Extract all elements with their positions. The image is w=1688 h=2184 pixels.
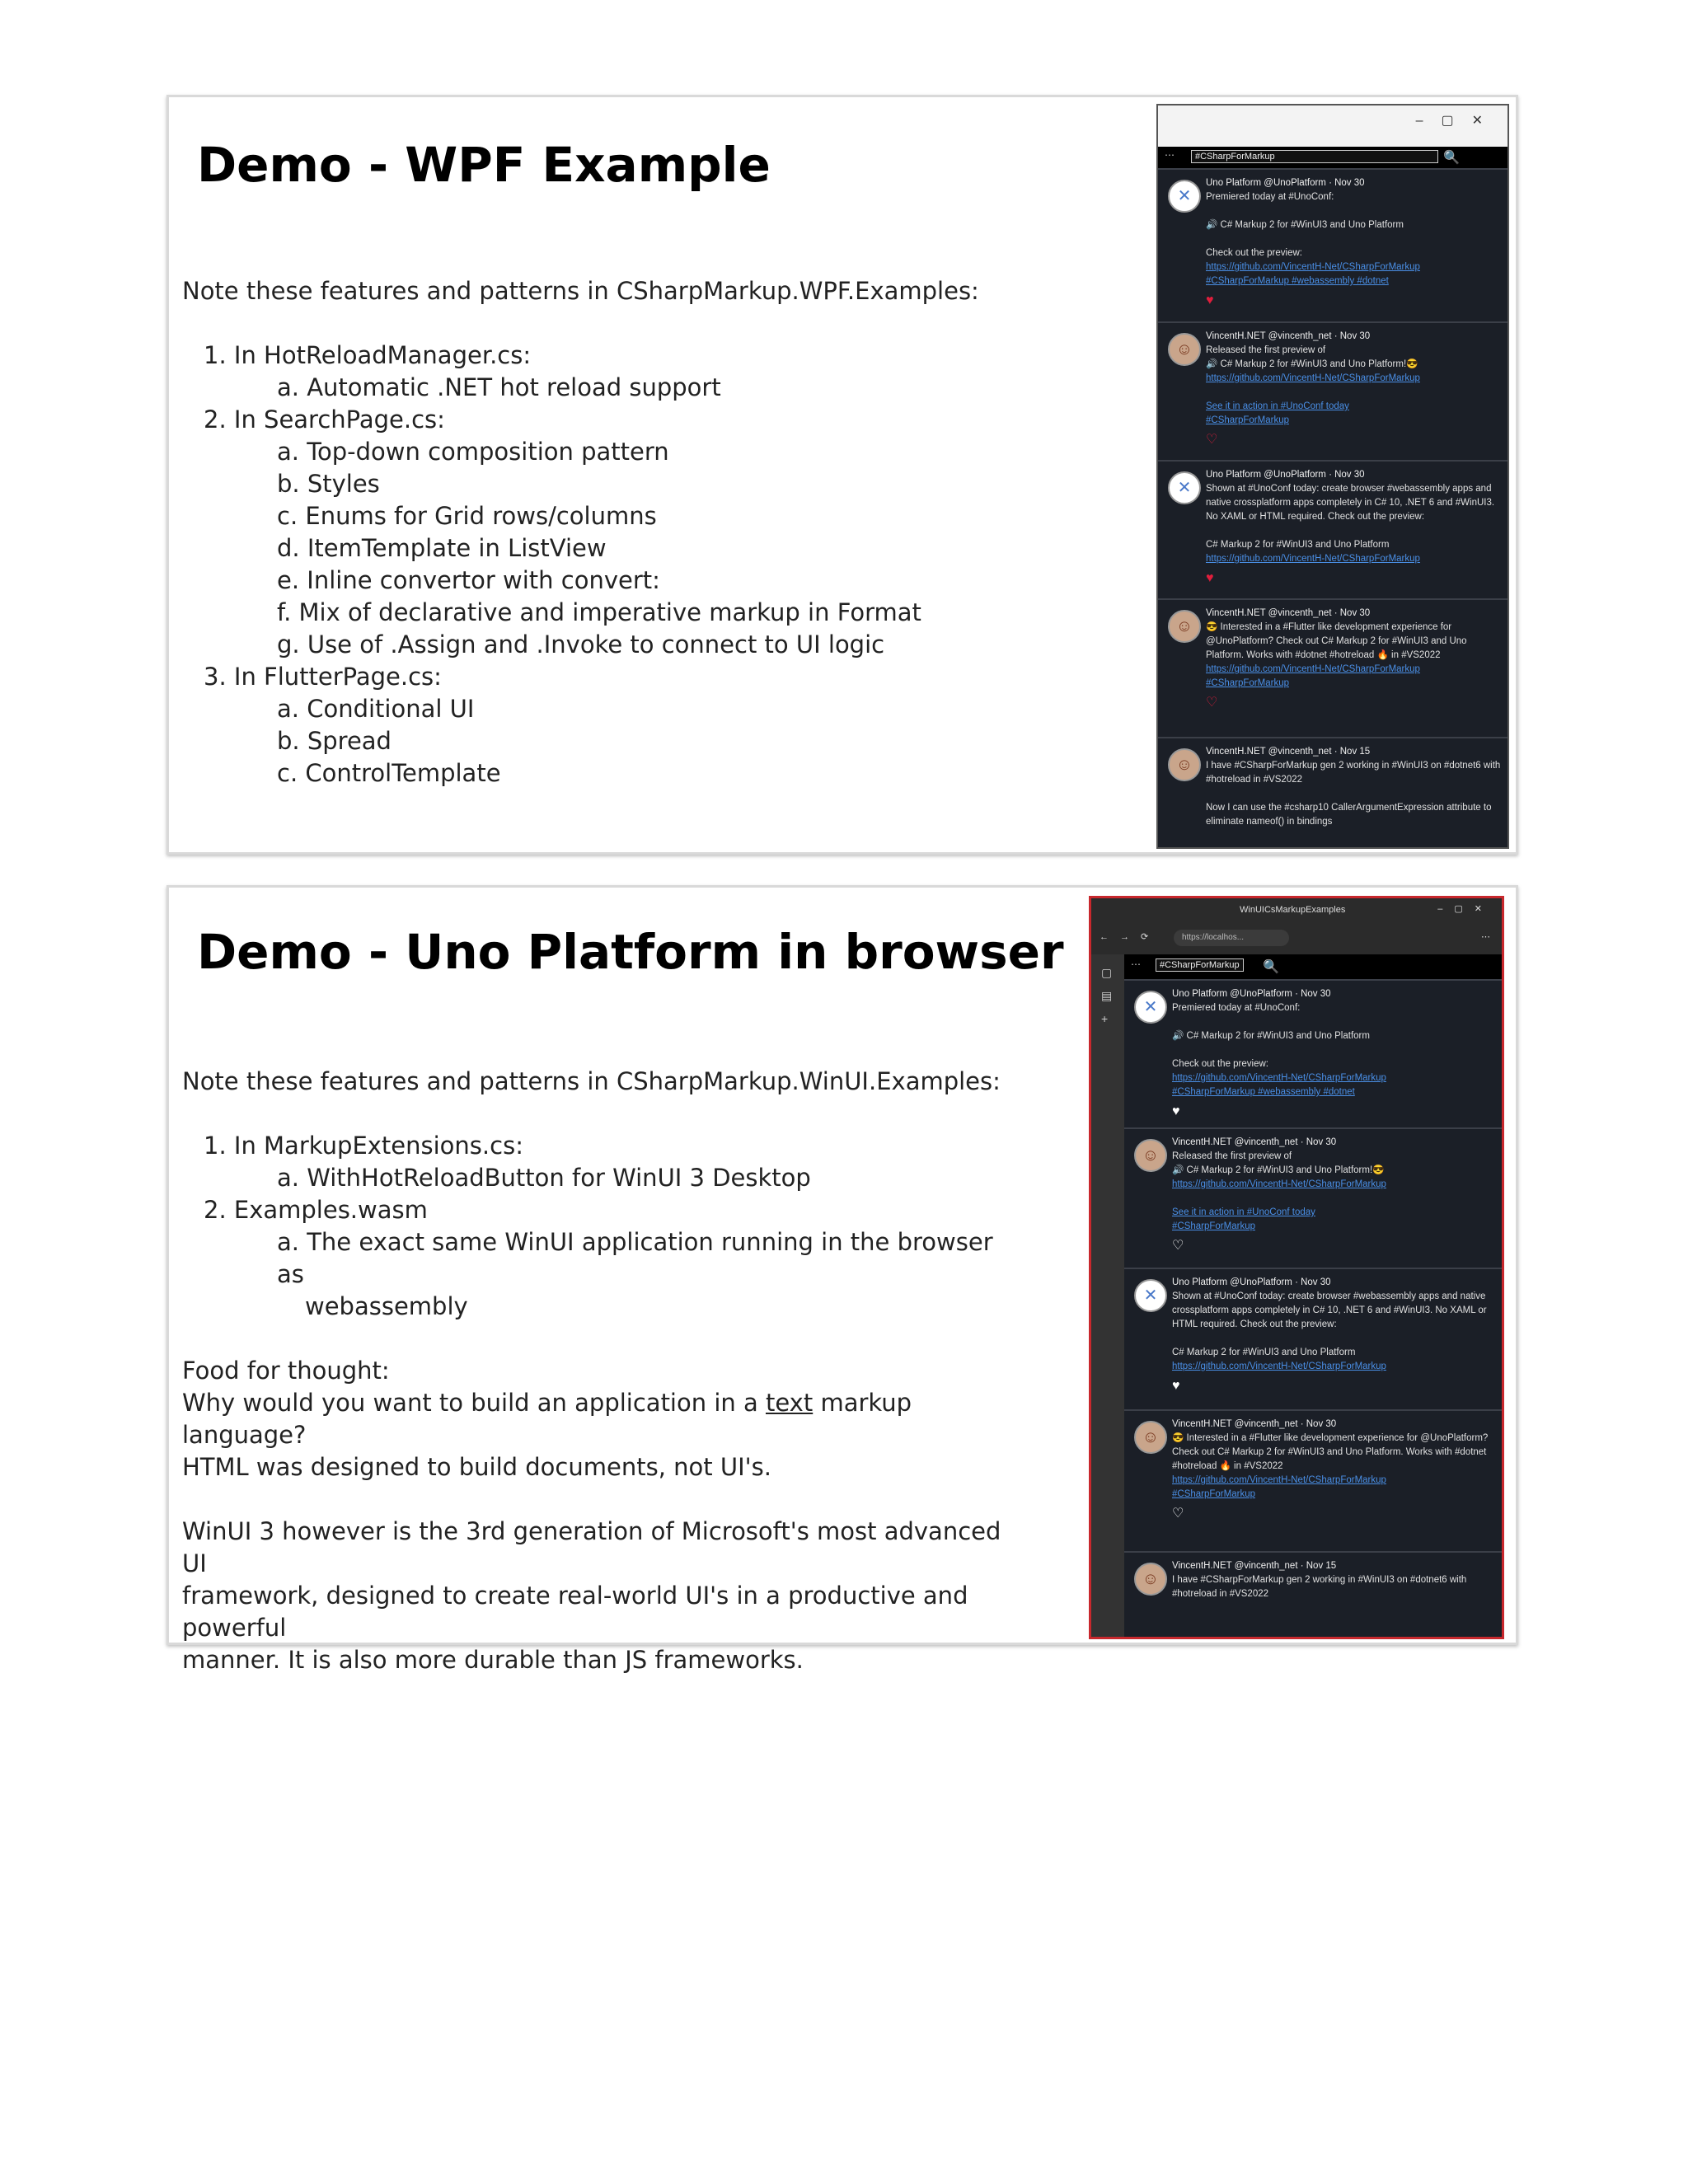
heart-outline-icon[interactable]: ♡ (1206, 696, 1218, 710)
sub-list-item: b. Styles (277, 470, 380, 498)
tweet-text: I have #CSharpForMarkup gen 2 working in #WinUI3 on #dotnet6 with #hotreload in #VS2022 Now I can use the #csharp10 CallerArgumentExpression attribute to eliminate nameof() in bindings (1206, 761, 1501, 827)
person-avatar: ☺ (1168, 748, 1201, 781)
app-content (1124, 954, 1502, 1637)
more-icon[interactable]: ⋯ (1481, 932, 1490, 942)
food-line-2: HTML was designed to build documents, not UI's. (182, 1453, 771, 1481)
browser-app-screenshot (1089, 896, 1504, 1639)
window-title-bar (1158, 105, 1507, 147)
heart-icon[interactable]: ♥ (1206, 293, 1214, 307)
person-avatar: ☺ (1168, 333, 1201, 366)
uno-logo-avatar: ✕ (1168, 471, 1201, 504)
tweet-links[interactable]: https://github.com/VincentH-Net/CSharpForMarkup See it in action in #UnoConf today #CSharpForMarkup (1172, 1179, 1386, 1231)
sub-list-item: a. Automatic .NET hot reload support (277, 373, 721, 401)
tweet-links[interactable]: https://github.com/VincentH-Net/CSharpForMarkup (1172, 1361, 1386, 1371)
paragraph-line: WinUI 3 however is the 3rd generation of Microsoft's most advanced UI (182, 1517, 1001, 1577)
nav-buttons[interactable]: ←→⟳ (1100, 932, 1160, 942)
sub-list-item: f. Mix of declarative and imperative markup in Format (277, 598, 921, 626)
tweet-links[interactable]: https://github.com/VincentH-Net/CSharpForMarkup #CSharpForMarkup #webassembly #dotnet (1206, 262, 1420, 286)
uno-logo-avatar: ✕ (1168, 180, 1201, 213)
sub-list-item: c. ControlTemplate (277, 759, 501, 787)
tweet (1124, 1409, 1502, 1551)
tweet (1124, 1268, 1502, 1409)
tweet-links[interactable]: https://github.com/VincentH-Net/CSharpForMarkup #CSharpForMarkup (1172, 1475, 1386, 1499)
tweet-header: VincentH.NET @vincenth_net · Nov 30 (1206, 331, 1371, 341)
tweet (1124, 1551, 1502, 1639)
tweet-links[interactable]: https://github.com/VincentH-Net/CSharpForMarkup See it in action in #UnoConf today #CSharpForMarkup (1206, 373, 1420, 425)
more-icon[interactable]: ⋯ (1165, 149, 1175, 161)
paragraph-line: manner. It is also more durable than JS frameworks. (182, 1646, 804, 1674)
more-icon[interactable]: ⋯ (1131, 958, 1141, 970)
window-controls[interactable]: –▢✕ (1437, 904, 1493, 914)
address-bar[interactable]: https://localhos... (1174, 930, 1289, 946)
search-icon[interactable]: 🔍 (1263, 960, 1279, 974)
heart-icon[interactable]: ♥ (1172, 1379, 1180, 1393)
tweet-links[interactable]: https://github.com/VincentH-Net/CSharpForMarkup (1206, 554, 1420, 564)
sub-list-item: d. ItemTemplate in ListView (277, 534, 607, 562)
window-title: WinUICsMarkupExamples (1240, 905, 1346, 915)
tweet-text: Shown at #UnoConf today: create browser #webassembly apps and native crossplatform apps completely in C# 10, .NET 6 and #WinUI3. No XAML or HTML required. Check out the preview: C# Markup 2 for #WinUI3 and Uno Platform (1172, 1291, 1487, 1357)
browser-sidebar (1091, 954, 1124, 1637)
search-icon[interactable]: 🔍 (1443, 151, 1460, 165)
sidebar-icons[interactable]: ▢ ▤ + (1101, 966, 1113, 1025)
tweet-text: 😎 Interested in a #Flutter like development experience for @UnoPlatform? Check out C# Markup 2 for #WinUI3 and Uno Platform. Works with #dotnet #hotreload 🔥 in #VS2022 (1206, 622, 1470, 660)
wpf-app-screenshot (1156, 104, 1509, 849)
paragraph-line: framework, designed to create real-world UI's in a productive and powerful (182, 1582, 968, 1642)
tweet-links[interactable]: https://github.com/VincentH-Net/CSharpForMarkup #CSharpForMarkup (1206, 664, 1420, 688)
slide-body (182, 275, 1006, 790)
tweet (1158, 168, 1507, 321)
tweet (1158, 460, 1507, 598)
tweet-text: Released the first preview of 🔊 C# Markup 2 for #WinUI3 and Uno Platform!😎 (1206, 345, 1418, 369)
tweet-header: Uno Platform @UnoPlatform · Nov 30 (1172, 989, 1331, 999)
sub-list-item: a. Top-down composition pattern (277, 438, 669, 466)
heart-icon[interactable]: ♥ (1172, 1104, 1180, 1118)
tweet-text: Shown at #UnoConf today: create browser #webassembly apps and native crossplatform apps completely in C# 10, .NET 6 and #WinUI3. No XAML or HTML required. Check out the preview: C# Markup 2 for #WinUI3 and Uno Platform (1206, 484, 1495, 550)
slide-title: Demo - Uno Platform in browser (197, 924, 1064, 980)
person-avatar: ☺ (1168, 610, 1201, 643)
person-avatar: ☺ (1134, 1563, 1167, 1596)
tweet (1158, 598, 1507, 737)
underlined-word: text (765, 1389, 814, 1417)
browser-title-bar (1091, 898, 1502, 923)
person-avatar: ☺ (1134, 1139, 1167, 1172)
list-item: 3. In FlutterPage.cs: (204, 663, 442, 691)
search-row (1124, 954, 1502, 979)
heart-outline-icon[interactable]: ♡ (1172, 1239, 1184, 1253)
sub-list-item: a. WithHotReloadButton for WinUI 3 Desktop (277, 1164, 811, 1192)
uno-logo-avatar: ✕ (1134, 1279, 1167, 1312)
tweet-header: VincentH.NET @vincenth_net · Nov 15 (1172, 1561, 1337, 1571)
tweet (1158, 321, 1507, 460)
tweet-text: Premiered today at #UnoConf: 🔊 C# Markup 2 for #WinUI3 and Uno Platform Check out the preview: (1206, 192, 1404, 258)
tweet (1124, 1127, 1502, 1268)
heart-icon[interactable]: ♥ (1206, 571, 1214, 585)
heart-outline-icon[interactable]: ♡ (1172, 1507, 1184, 1521)
slide-title: Demo - WPF Example (197, 137, 771, 193)
browser-toolbar (1091, 923, 1502, 954)
sub-list-item: b. Spread (277, 727, 392, 755)
list-item: 1. In MarkupExtensions.cs: (204, 1132, 523, 1160)
food-line-1-post: markup language? (182, 1389, 912, 1449)
tweet-text: Released the first preview of 🔊 C# Markup 2 for #WinUI3 and Uno Platform!😎 (1172, 1151, 1385, 1175)
search-row (1158, 147, 1507, 168)
tweet (1124, 979, 1502, 1127)
list-item: 2. In SearchPage.cs: (204, 405, 445, 434)
intro-text: Note these features and patterns in CSharpMarkup.WinUI.Examples: (182, 1067, 1001, 1095)
window-controls: –▢✕ (1415, 114, 1501, 128)
food-title: Food for thought: (182, 1357, 390, 1385)
slide-wpf-example (166, 95, 1518, 855)
slide-body (182, 1066, 1006, 1676)
tweet-header: VincentH.NET @vincenth_net · Nov 15 (1206, 747, 1371, 757)
heart-outline-icon[interactable]: ♡ (1206, 433, 1218, 447)
tweet (1158, 737, 1507, 844)
search-input[interactable]: #CSharpForMarkup (1191, 150, 1438, 163)
sub-list-item: e. Inline convertor with convert: (277, 566, 660, 594)
sub-list-item: a. The exact same WinUI application running in the browser as (277, 1228, 993, 1288)
sub-list-item: c. Enums for Grid rows/columns (277, 502, 657, 530)
sub-list-item-continued: webassembly (305, 1292, 468, 1320)
list-item: 1. In HotReloadManager.cs: (204, 341, 532, 369)
tweet-header: Uno Platform @UnoPlatform · Nov 30 (1206, 470, 1365, 480)
sub-list-item: a. Conditional UI (277, 695, 475, 723)
tweet-links[interactable]: https://github.com/VincentH-Net/CSharpForMarkup #CSharpForMarkup #webassembly #dotnet (1172, 1073, 1386, 1097)
uno-logo-avatar: ✕ (1134, 991, 1167, 1024)
food-line-1 (182, 1387, 1006, 1451)
list-item: 2. Examples.wasm (204, 1196, 428, 1224)
tweet-header: Uno Platform @UnoPlatform · Nov 30 (1206, 178, 1365, 188)
search-input[interactable]: #CSharpForMarkup (1156, 958, 1244, 972)
tweet-header: VincentH.NET @vincenth_net · Nov 30 (1206, 608, 1371, 618)
tweet-text: Premiered today at #UnoConf: 🔊 C# Markup 2 for #WinUI3 and Uno Platform Check out the preview: (1172, 1003, 1370, 1069)
intro-text: Note these features and patterns in CSharpMarkup.WPF.Examples: (182, 277, 979, 305)
tweet-header: VincentH.NET @vincenth_net · Nov 30 (1172, 1137, 1337, 1147)
food-line-1-pre: Why would you want to build an application in a (182, 1389, 766, 1417)
tweet-header: Uno Platform @UnoPlatform · Nov 30 (1172, 1277, 1331, 1287)
sub-list-item: g. Use of .Assign and .Invoke to connect to UI logic (277, 630, 885, 658)
tweet-text: 😎 Interested in a #Flutter like development experience for @UnoPlatform? Check out C# Markup 2 for #WinUI3 and Uno Platform. Works with #dotnet #hotreload 🔥 in #VS2022 (1172, 1433, 1491, 1471)
person-avatar: ☺ (1134, 1421, 1167, 1454)
tweet-text: I have #CSharpForMarkup gen 2 working in #WinUI3 on #dotnet6 with #hotreload in #VS2022 (1172, 1575, 1470, 1599)
tweet-header: VincentH.NET @vincenth_net · Nov 30 (1172, 1419, 1337, 1429)
slide-uno-browser (166, 885, 1518, 1674)
